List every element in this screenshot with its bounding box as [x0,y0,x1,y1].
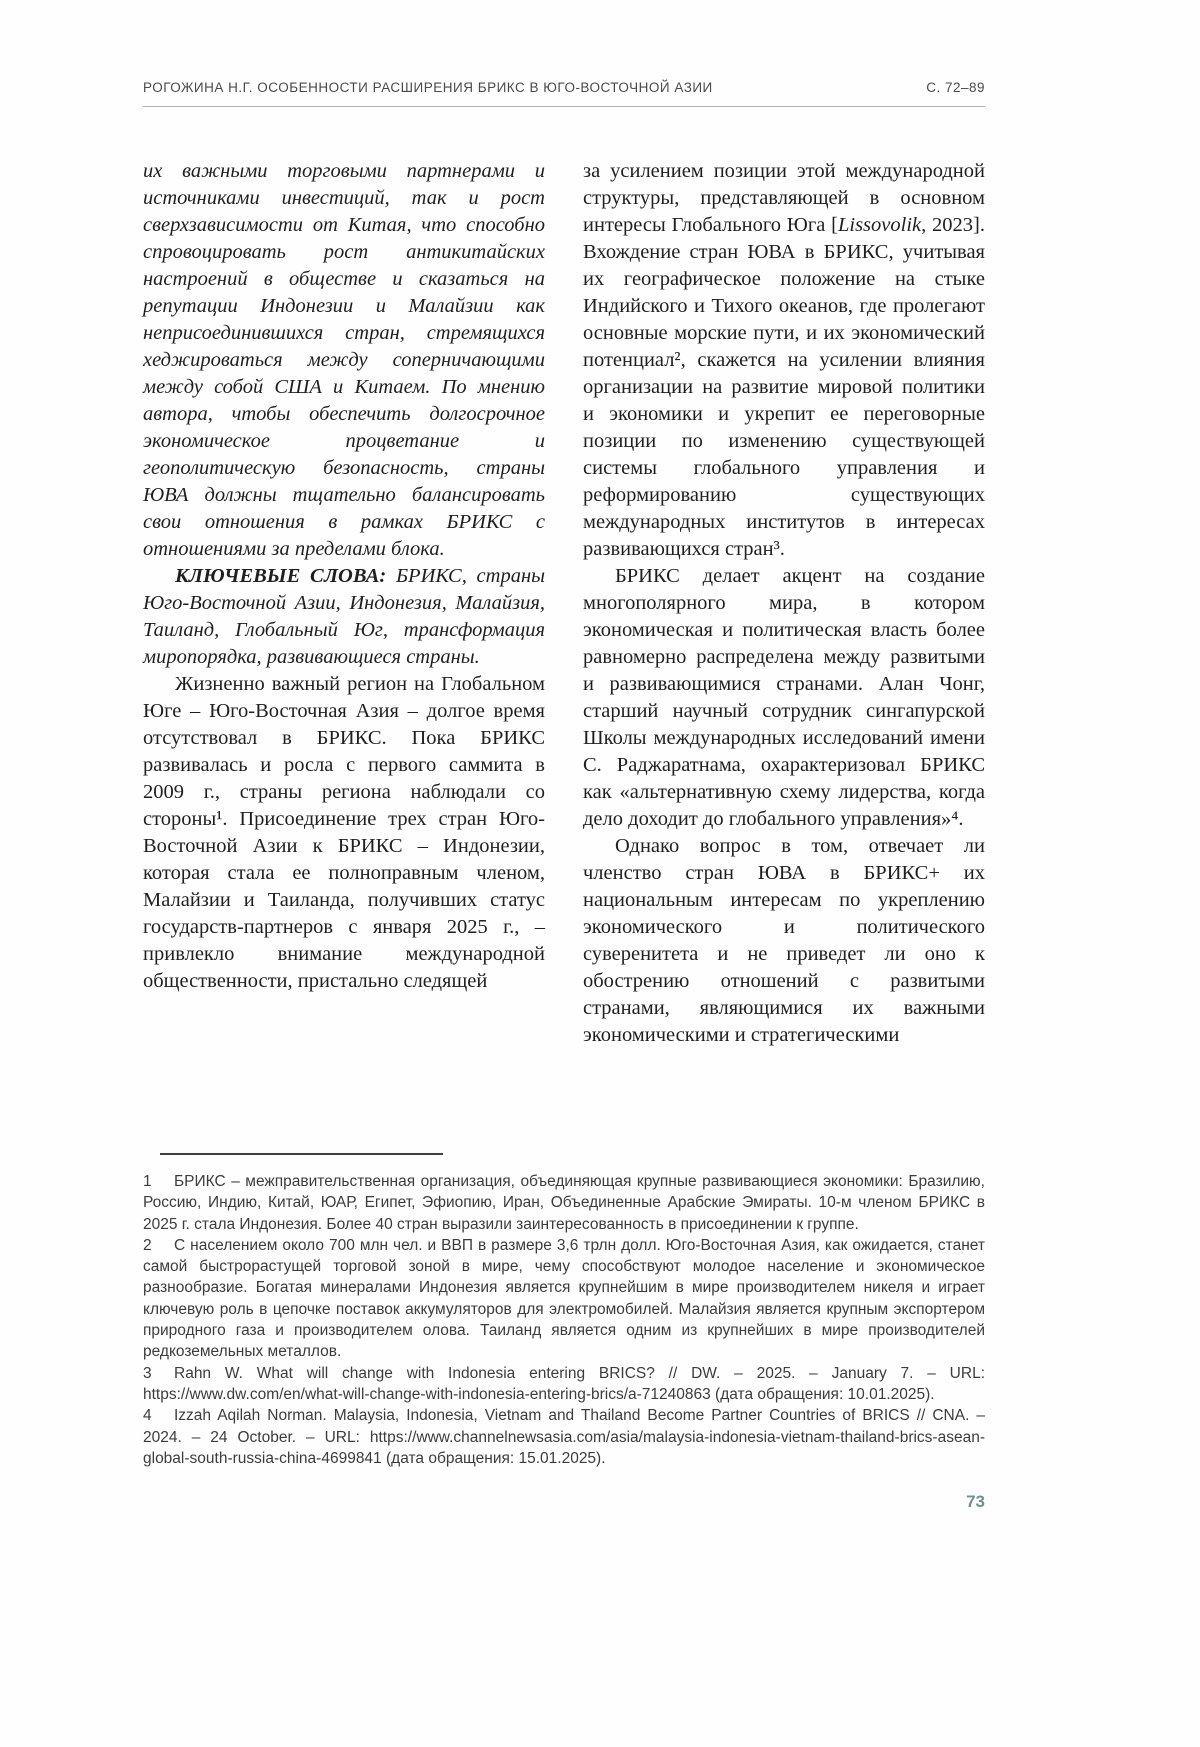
footnote [143,1363,985,1406]
footnote-text: Rahn W. What will change with Indonesia entering BRICS? // DW. – 2025. – January 7. – URL: https://www.dw.com/en/what-will-change-with-indonesia-entering-brics/a-71240863 (дата обращения: 10.01.2025). [143,1364,985,1403]
footnotes-section [143,1171,985,1469]
footnote [143,1171,985,1235]
running-header [143,80,985,107]
body-paragraph-2: БРИКС делает акцент на создание многополярного мира, в котором экономическая и политическая власть более равномерно распределена между развитыми и развивающимися странами. Алан Чонг, старший научный сотрудник сингапурской Школы международных исследований имени С. Раджаратнама, охарактеризовал БРИКС как «альтернативную схему лидерства, когда дело доходит до глобального управления»⁴. [583,565,985,830]
left-column [143,158,545,1049]
footnote-text: Izzah Aqilah Norman. Malaysia, Indonesia, Vietnam and Thailand Become Partner Countries of BRICS // CNA. – 2024. – 24 October. – URL: https://www.channelnewsasia.com/asia/malaysia-indonesia-vietnam-thailand-brics-asean-global-south-russia-china-4699841 (дата обращения: 15.01.2025). [143,1407,985,1467]
footnote-number: 2 [143,1236,152,1254]
footnote-separator [160,1153,443,1155]
footnote [143,1405,985,1469]
keywords-label: КЛЮЧЕВЫЕ СЛОВА: [175,565,387,587]
footnote-number: 3 [143,1364,152,1382]
footnote [143,1235,985,1363]
body-paragraph-intro: Жизненно важный регион на Глобальном Юге – Юго-Восточная Азия – долгое время отсутствовал в БРИКС. Пока БРИКС развивалась и росла с первого саммита в 2009 г., страны региона наблюдали со стороны¹. Присоединение трех стран Юго-Восточной Азии к БРИКС – Индонезии, которая стала ее полноправным членом, Малайзии и Таиланда, получивших статус государств-партнеров с января 2025 г., – привлекло внимание международной общественности, пристально следящей [143,673,545,992]
running-title: РОГОЖИНА Н.Г. ОСОБЕННОСТИ РАСШИРЕНИЯ БРИКС В ЮГО-ВОСТОЧНОЙ АЗИИ [143,80,713,95]
paragraph-text: за усилением позиции этой международной структуры, представляющей в основном интересы Глобального Юга [ [583,160,985,236]
footnote-text: БРИКС – межправительственная организация, объединяющая крупные развивающиеся экономики: Бразилию, Россию, Индию, Китай, ЮАР, Египет, Эфиопию, Иран, Объединенные Арабские Эмираты. 10-м членом БРИКС в 2025 г. стала Индонезия. Более 40 стран выразили заинтересованность в присоединении к группе. [143,1173,985,1233]
footnote-number: 4 [143,1407,152,1425]
citation-author: Lissovolik [837,214,922,236]
page-number: 73 [966,1492,985,1511]
paragraph-text: , 2023]. Вхождение стран ЮВА в БРИКС, учитывая их географическое положение на стыке Индийского и Тихого океанов, где пролегают основные морские пути, и их экономический потенциал², скажется на усилении влияния организации на развитие мировой политики и экономики и укрепит ее переговорные позиции по изменению существующей системы глобального управления и реформированию существующих международных институтов в интересах развивающихся стран³. [583,214,985,560]
article-body [143,158,985,1049]
keywords-text: БРИКС, страны Юго-Восточной Азии, Индонезия, Малайзия, Таиланд, Глобальный Юг, трансформация миропорядка, развивающиеся страны. [143,565,545,668]
page-range: С. 72–89 [926,80,985,95]
footnote-number: 1 [143,1173,152,1190]
keywords-paragraph [143,563,545,671]
footnote-text: С населением около 700 млн чел. и ВВП в размере 3,6 трлн долл. Юго-Восточная Азия, как ожидается, станет самой быстрорастущей торговой зоной в мире, чему способствуют молодое население и экономическое разнообразие. Богатая минералами Индонезия является крупнейшим в мире производителем никеля и играет ключевую роль в цепочке поставок аккумуляторов для электромобилей. Малайзия является крупным экспортером природного газа и производителем олова. Таиланд является одним из крупнейших в мире производителей редкоземельных металлов. [143,1236,985,1361]
abstract-continuation: их важными торговыми партнерами и источниками инвестиций, так и рост сверхзависимости от Китая, что способно спровоцировать рост антикитайских настроений в обществе и сказаться на репутации Индонезии и Малайзии как неприсоединившихся стран, стремящихся хеджироваться между соперничающими между собой США и Китаем. По мнению автора, чтобы обеспечить долгосрочное экономическое процветание и геополитическую безопасность, страны ЮВА должны тщательно балансировать свои отношения в рамках БРИКС с отношениями за пределами блока. [143,160,545,560]
body-paragraph-1 [583,158,985,563]
right-column [583,158,985,1049]
body-paragraph-3: Однако вопрос в том, отвечает ли членство стран ЮВА в БРИКС+ их национальным интересам по укреплению экономического и политического суверенитета и не приведет ли оно к обострению отношений с развитыми странами, являющимися их важными экономическими и стратегическими [583,835,985,1046]
